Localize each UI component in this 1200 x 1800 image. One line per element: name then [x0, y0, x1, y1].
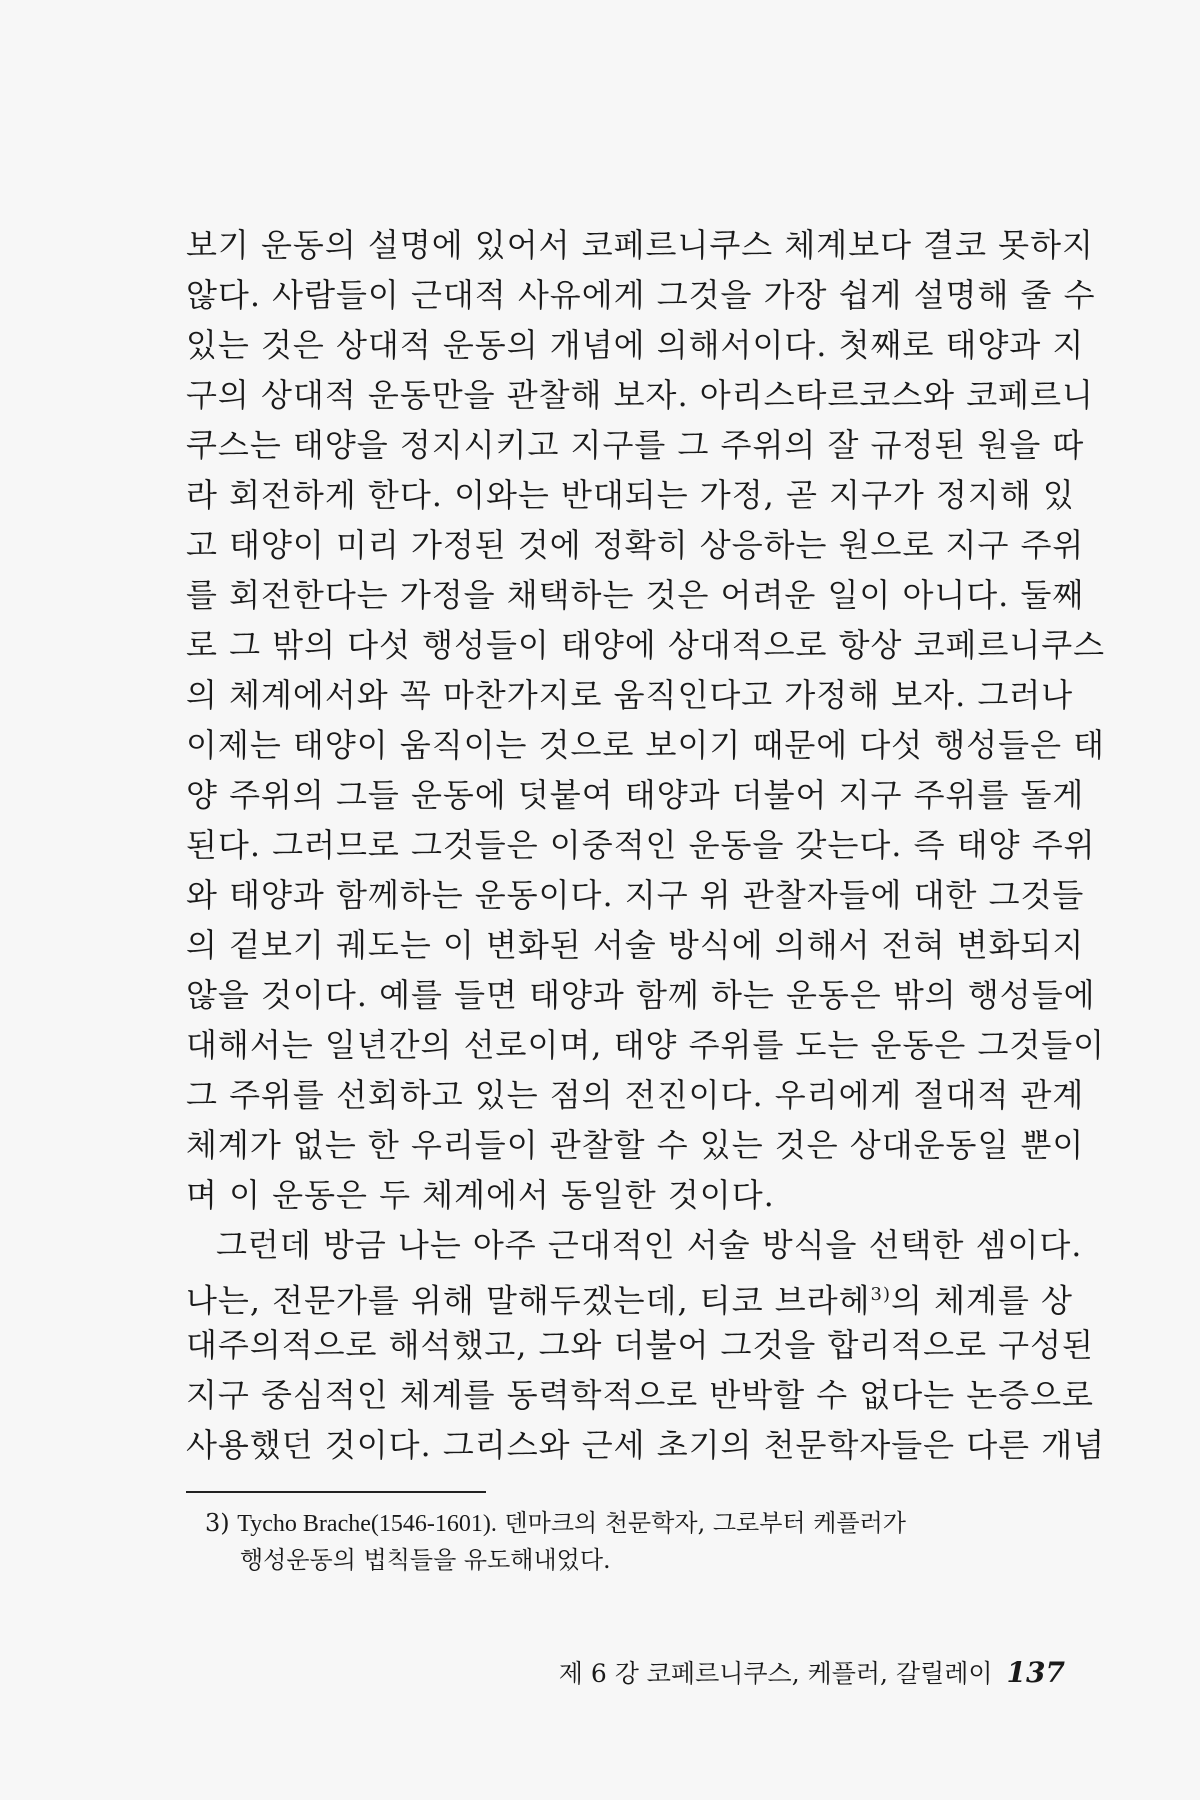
text-line-with-footnote — [186, 1270, 1073, 1320]
text-line: 고 태양이 미리 가정된 것에 정확히 상응하는 원으로 지구 주위 — [186, 526, 1085, 564]
text-line: 대주의적으로 해석했고, 그와 더불어 그것을 합리적으로 구성된 — [186, 1326, 1094, 1364]
footnote — [205, 1505, 1065, 1578]
footnote-divider — [186, 1491, 486, 1493]
footnote-text: 덴마크의 천문학자, 그로부터 케플러가 — [504, 1509, 906, 1537]
text-line: 양 주위의 그들 운동에 덧붙여 태양과 더불어 지구 주위를 돌게 — [186, 776, 1085, 814]
text-line: 않다. 사람들이 근대적 사유에게 그것을 가장 쉽게 설명해 줄 수 — [186, 276, 1096, 314]
text-line: 의 체계에서와 꼭 마찬가지로 움직인다고 가정해 보자. 그러나 — [186, 676, 1074, 714]
footnote-reference[interactable]: 3) — [870, 1284, 892, 1305]
running-footer — [559, 1655, 1065, 1692]
text-line: 를 회전한다는 가정을 채택하는 것은 어려운 일이 아니다. 둘째 — [186, 576, 1085, 614]
footnote-line: 행성운동의 법칙들을 유도해내었다. — [240, 1546, 611, 1574]
paragraph-start-line: 그런데 방금 나는 아주 근대적인 서술 방식을 선택한 셈이다. — [216, 1226, 1083, 1264]
text-line: 라 회전하게 한다. 이와는 반대되는 가정, 곧 지구가 정지해 있 — [186, 476, 1075, 514]
footnote-marker: 3) — [205, 1509, 230, 1537]
page-number: 137 — [1006, 1656, 1065, 1689]
text-line: 쿠스는 태양을 정지시키고 지구를 그 주위의 잘 규정된 원을 따 — [186, 426, 1085, 464]
footnote-name: Tycho Brache(1546-1601). — [237, 1511, 497, 1537]
text-line: 보기 운동의 설명에 있어서 코페르니쿠스 체계보다 결코 못하지 — [186, 226, 1094, 264]
text-segment: 의 체계를 상 — [891, 1281, 1073, 1320]
text-line: 그 주위를 선회하고 있는 점의 전진이다. 우리에게 절대적 관계 — [186, 1076, 1085, 1114]
body-text — [186, 220, 1106, 1470]
text-line: 와 태양과 함께하는 운동이다. 지구 위 관찰자들에 대한 그것들 — [186, 876, 1085, 914]
text-line: 된다. 그러므로 그것들은 이중적인 운동을 갖는다. 즉 태양 주위 — [186, 826, 1096, 864]
paragraph-end-line: 며 이 운동은 두 체계에서 동일한 것이다. — [186, 1176, 775, 1214]
text-line: 않을 것이다. 예를 들면 태양과 함께 하는 운동은 밖의 행성들에 — [186, 976, 1096, 1014]
text-line: 지구 중심적인 체계를 동력학적으로 반박할 수 없다는 논증으로 — [186, 1376, 1094, 1414]
text-line: 사용했던 것이다. 그리스와 근세 초기의 천문학자들은 다른 개념 — [186, 1426, 1106, 1464]
chapter-title: 제 6 강 코페르니쿠스, 케플러, 갈릴레이 — [558, 1659, 993, 1688]
text-line: 의 겉보기 궤도는 이 변화된 서술 방식에 의해서 전혀 변화되지 — [186, 926, 1085, 964]
text-line: 대해서는 일년간의 선로이며, 태양 주위를 도는 운동은 그것들이 — [186, 1026, 1106, 1064]
text-line: 체계가 없는 한 우리들이 관찰할 수 있는 것은 상대운동일 뿐이 — [186, 1126, 1085, 1164]
footnote-line — [205, 1505, 1065, 1542]
text-line: 이제는 태양이 움직이는 것으로 보이기 때문에 다섯 행성들은 태 — [186, 726, 1106, 764]
text-segment: 나는, 전문가를 위해 말해두겠는데, 티코 브라헤 — [186, 1281, 871, 1320]
text-line: 있는 것은 상대적 운동의 개념에 의해서이다. 첫째로 태양과 지 — [186, 326, 1085, 364]
text-line: 구의 상대적 운동만을 관찰해 보자. 아리스타르코스와 코페르니 — [186, 376, 1094, 414]
text-line: 로 그 밖의 다섯 행성들이 태양에 상대적으로 항상 코페르니쿠스 — [186, 626, 1106, 664]
